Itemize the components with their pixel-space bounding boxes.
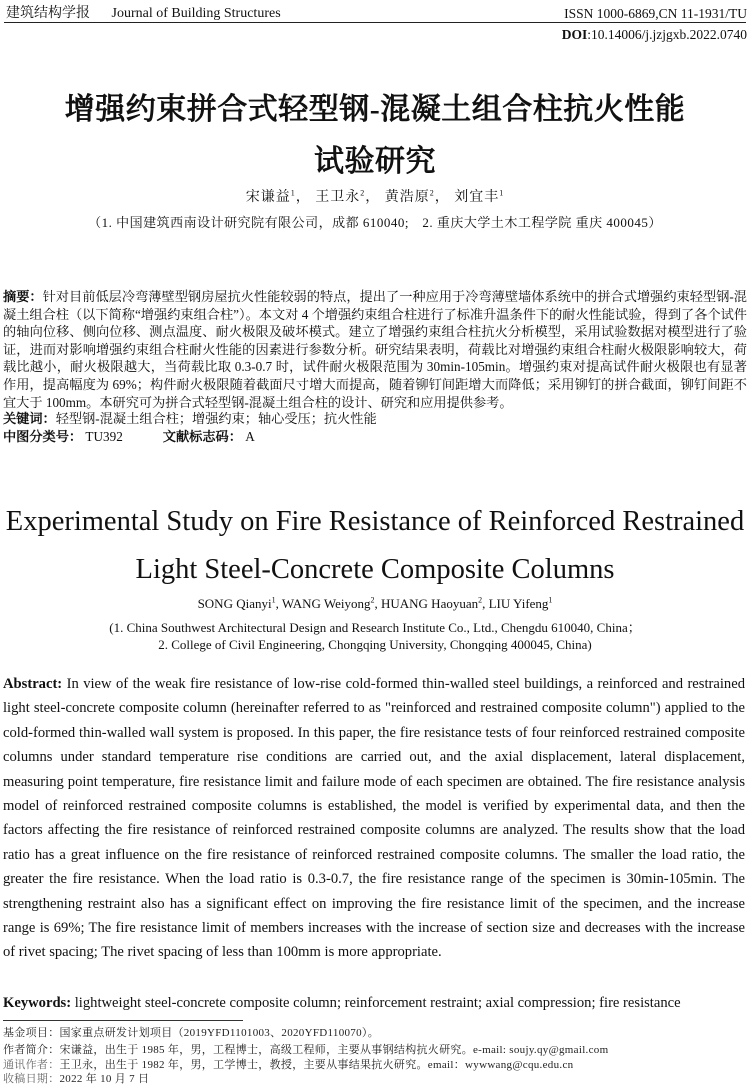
en-title-line-1: Experimental Study on Fire Resistance of Reinforced Restrained [5, 506, 745, 537]
journal-ids [562, 3, 747, 45]
cn-affiliations: （1. 中国建筑西南设计研究院有限公司，成都 610040; 2. 重庆大学土木工程学院 重庆 400045） [88, 215, 662, 230]
cn-abstract-label: 摘要： [3, 289, 43, 304]
footnote-author [3, 1043, 608, 1058]
cn-author: 刘宜丰 [454, 190, 500, 205]
footnote-rule [3, 1020, 243, 1021]
en-keywords-label: Keywords: [3, 995, 72, 1011]
footnote-received-label: 收稿日期： [3, 1073, 60, 1085]
journal-header [0, 0, 750, 44]
cn-author: 黄浩原 [384, 190, 430, 205]
cn-author-list: 宋谦益$^1$， 王卫永$^2$， 黄浩原$^2$， 刘宜丰$^1$ [245, 188, 505, 205]
cn-class-label: 中图分类号： [3, 429, 83, 444]
footnote-author-text: 宋谦益，出生于 1985 年，男，工程博士，高级工程师，主要从事钢结构抗火研究。e-mail: soujy.qy@gmail.com [59, 1044, 609, 1056]
journal-name [6, 2, 281, 22]
doi-line [562, 24, 747, 45]
header-rule [4, 22, 746, 23]
en-affiliation-2: 2. College of Civil Engineering, Chongqing University, Chongqing 400045, China) [158, 637, 592, 652]
en-keywords [3, 992, 747, 1014]
cn-author: 宋谦益 [245, 190, 291, 205]
en-abstract-text: In view of the weak fire resistance of low-rise cold-formed thin-walled steel buildings, a reinforced and restrained light steel-concrete composite column (hereinafter referred to as "reinforced and restrained composite column") applied to the cold-formed thin-walled wall system is proposed. In this paper, the fire resistance tests of four reinforced restrained composite columns under standard temperature rise conditions are carried out, and the axial displacement, lateral displacement, measuring point temperature, fire resistance limit and failure mode of each specimen are obtained. The fire resistance analysis model of reinforced restrained composite columns is established, the model is verified by experimental data, and then the factors affecting the fire resistance of reinforced restrained composite columns are analyzed. The results show that the load ratio has a great influence on the fire resistance of reinforced restrained composite columns. The smaller the load ratio, the greater the fire resistance. When the load ratio is 0.3-0.7, the fire resistance range of the specimen is 30min-105min. The strengthening restraint also has a significant effect on improving the fire resistance limit of the specimen, and the increase range is 69%; The fire resistance limit of members increases with the increase of section size and decreases with the increase of rivet spacing; The rivet spacing of less than 100mm is more appropriate. [3, 676, 745, 961]
cn-keywords [3, 410, 747, 428]
cn-abstract [3, 288, 747, 411]
en-author: SONG Qianyi [197, 596, 272, 611]
footnote-fund: 基金项目：国家重点研发计划项目（2019YFD1101003、2020YFD110070）。 [3, 1027, 379, 1039]
en-author: HUANG Haoyuan [380, 596, 479, 611]
en-author: WANG Weiyong [281, 596, 371, 611]
journal-name-en: Journal of Building Structures [111, 6, 281, 21]
cn-doc-label: 文献标志码： [162, 429, 242, 444]
cn-classification [3, 428, 747, 446]
cn-title-line-2: 试验研究 [314, 145, 436, 178]
journal-name-cn: 建筑结构学报 [6, 6, 90, 21]
footnote-corresponding [3, 1058, 573, 1073]
en-abstract-label: Abstract: [3, 676, 63, 692]
en-abstract [3, 672, 745, 965]
footnote-corr-text: 王卫永，出生于 1982 年，男，工学博士，教授，主要从事结果抗火研究。email：wywwang@cqu.edu.cn [59, 1059, 574, 1071]
cn-author: 王卫永 [315, 190, 361, 205]
cn-title-line-1: 增强约束拼合式轻型钢-混凝土组合柱抗火性能 [64, 93, 686, 126]
cn-class-value: TU392 [85, 429, 123, 444]
doi-label: DOI [561, 27, 588, 42]
en-keywords-text: lightweight steel-concrete composite column; reinforcement restraint; axial compression; fire resistance [71, 995, 681, 1011]
en-title-line-2: Light Steel-Concrete Composite Columns [135, 554, 615, 585]
cn-keywords-label: 关键词： [3, 411, 56, 426]
en-author: LIU Yifeng [488, 596, 549, 611]
cn-keywords-text: 轻型钢-混凝土组合柱；增强约束；轴心受压；抗火性能 [55, 411, 377, 426]
en-affiliation-1: (1. China Southwest Architectural Design and Research Institute Co., Ltd., Chengdu 610040, China； [109, 620, 641, 635]
doi-value[interactable]: :10.14006/j.jzjgxb.2022.0740 [587, 27, 747, 42]
cn-doc-value: A [245, 429, 255, 444]
en-author-list: SONG Qianyi$^1$, WANG Weiyong$^2$, HUANG Haoyuan$^2$, LIU Yifeng$^1$ [197, 595, 553, 611]
footnote-received [3, 1072, 149, 1087]
footnote-received-text: 2022 年 10 月 7 日 [59, 1073, 150, 1085]
issn-line: ISSN 1000-6869,CN 11-1931/TU [564, 6, 747, 21]
cn-abstract-text: 针对目前低层冷弯薄壁型钢房屋抗火性能较弱的特点，提出了一种应用于冷弯薄壁墙体系统中的拼合式增强约束轻型钢-混凝土组合柱（以下简称“增强约束组合柱”）。本文对 4 个增强约束组合柱进行了标准升温条件下的耐火性能试验，得到了各个试件的轴向位移、侧向位移、测点温度、耐火极限及破坏模式。建立了增强约束组合柱抗火分析模型，采用试验数据对模型进行了验证，进而对影响增强约束组合柱耐火性能的因素进行参数分析。研究结果表明，荷载比对增强约束组合柱耐火极限影响较大，荷载比越小，耐火极限越大，当荷载比取 0.3-0.7 时，试件耐火极限范围为 30min-105min。增强约束对提高试件耐火极限也有显著作用，提高幅度为 69%；构件耐火极限随着截面尺寸增大而提高，随着铆钉间距增大而降低；采用铆钉的拼合截面，铆钉间距不宜大于 100mm。本研究可为拼合式轻型钢-混凝土组合柱的设计、研究和应用提供参考。 [3, 289, 747, 410]
footnote-corr-label: 通讯作者： [3, 1059, 60, 1071]
footnote-author-label: 作者简介： [3, 1044, 60, 1056]
